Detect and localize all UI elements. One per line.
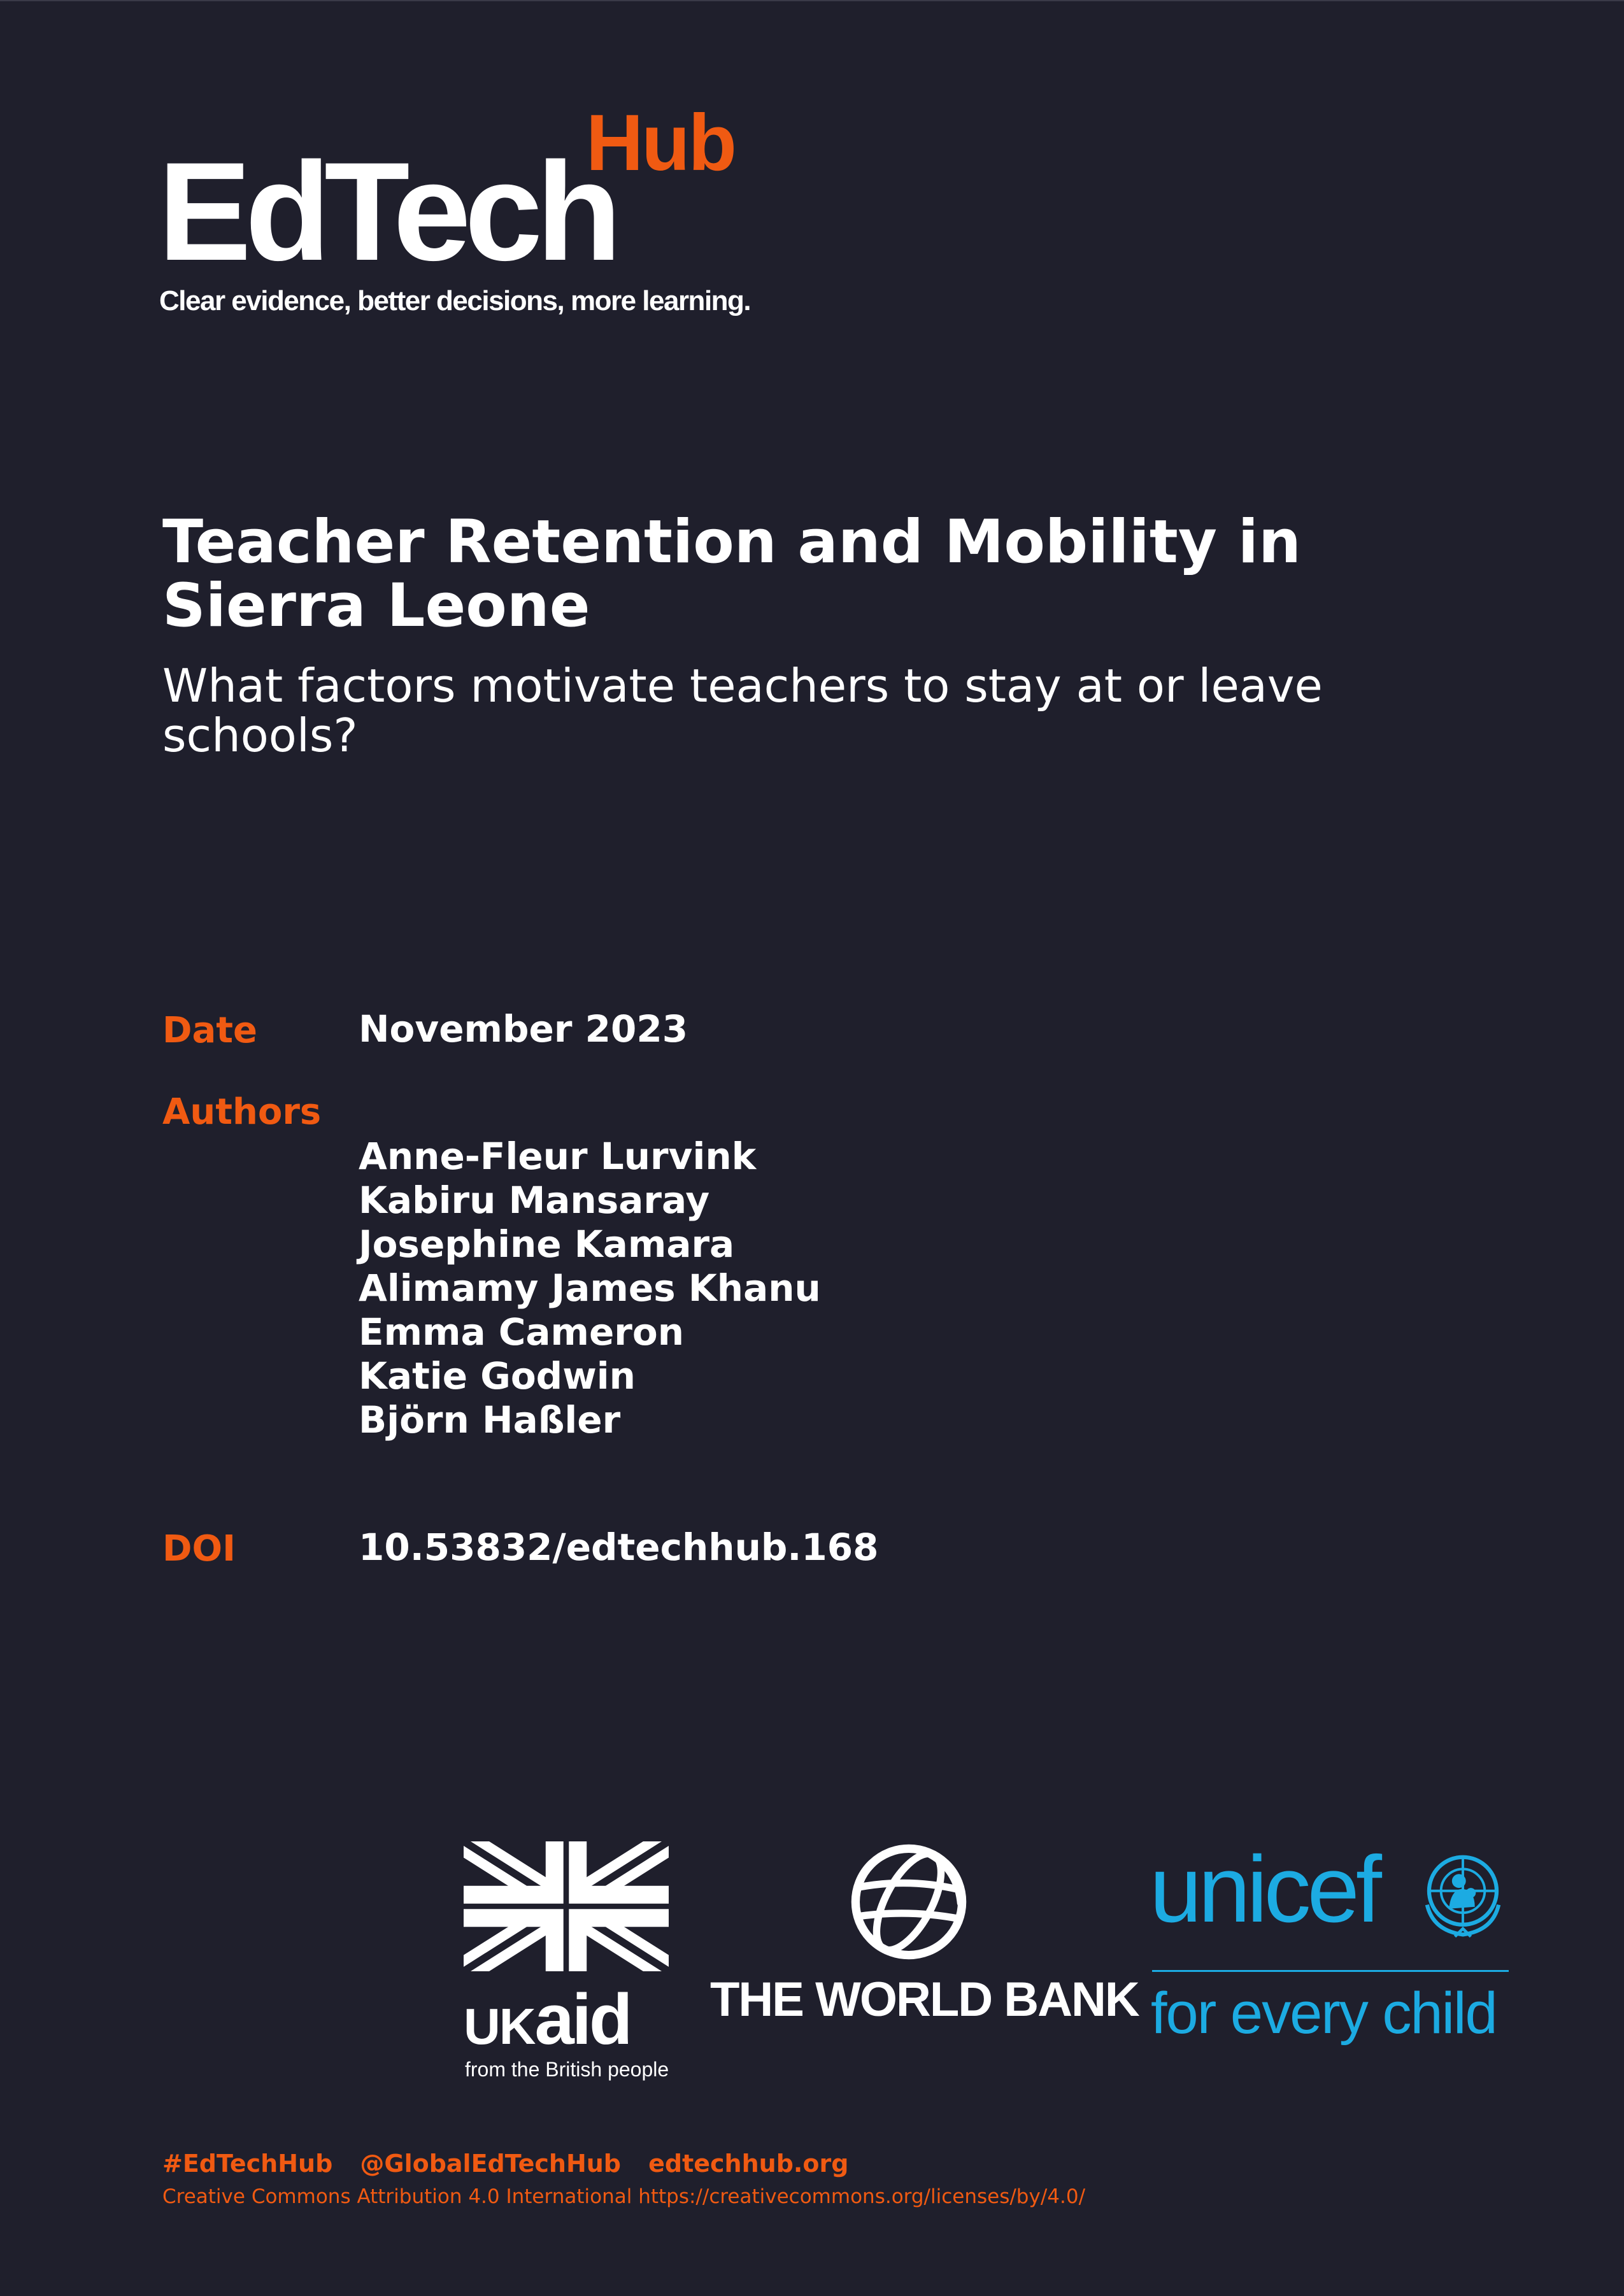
footer-website[interactable]: edtechhub.org xyxy=(648,2150,849,2178)
logo-tagline: Clear evidence, better decisions, more learning. xyxy=(159,285,751,316)
logo-hub-text: Hub xyxy=(586,99,735,187)
ukaid-logo xyxy=(464,1841,669,2083)
authors-label: Authors xyxy=(162,1091,322,1133)
author-name: Josephine Kamara xyxy=(359,1222,735,1266)
footer-links xyxy=(162,2150,873,2178)
ukaid-wordmark xyxy=(464,1980,630,2059)
ukaid-aid-text: aid xyxy=(534,1980,630,2059)
logo-edtech-text: EdTech xyxy=(158,133,616,290)
union-flag-icon xyxy=(464,1841,669,1971)
author-name: Kabiru Mansaray xyxy=(359,1179,710,1222)
report-title: Teacher Retention and Mobility in Sierra Leone xyxy=(162,507,1301,641)
author-name: Katie Godwin xyxy=(359,1354,636,1398)
report-subtitle: What factors motivate teachers to stay at or leave schools? xyxy=(162,659,1323,762)
ukaid-tagline: from the British people xyxy=(465,2058,669,2081)
doi-value[interactable]: 10.53832/edtechhub.168 xyxy=(359,1526,879,1569)
footer-hashtag[interactable]: #EdTechHub xyxy=(162,2150,333,2178)
unicef-emblem-icon xyxy=(1412,1845,1514,1945)
doi-label: DOI xyxy=(162,1528,236,1570)
footer-twitter-handle[interactable]: @GlobalEdTechHub xyxy=(360,2150,622,2178)
date-value: November 2023 xyxy=(359,1007,688,1051)
world-bank-logo xyxy=(707,1841,1140,2032)
edtechhub-logo xyxy=(158,97,795,326)
globe-icon xyxy=(848,1841,969,1962)
unicef-logo xyxy=(1150,1837,1513,2064)
author-name: Anne-Fleur Lurvink xyxy=(359,1135,757,1178)
ukaid-uk-text: UK xyxy=(464,1998,535,2055)
unicef-wordmark: unicef xyxy=(1150,1837,1378,1942)
author-name: Björn Haßler xyxy=(359,1398,621,1442)
author-name: Alimamy James Khanu xyxy=(359,1266,821,1310)
authors-list xyxy=(359,1135,821,1442)
date-label: Date xyxy=(162,1010,258,1051)
author-name: Emma Cameron xyxy=(359,1310,685,1354)
unicef-tagline: for every child xyxy=(1151,1981,1497,2046)
unicef-divider xyxy=(1152,1970,1509,1972)
world-bank-wordmark: THE WORLD BANK xyxy=(710,1973,1139,2027)
license-text: Creative Commons Attribution 4.0 International https://creativecommons.org/licenses/by/4.0/ xyxy=(162,2185,1086,2208)
